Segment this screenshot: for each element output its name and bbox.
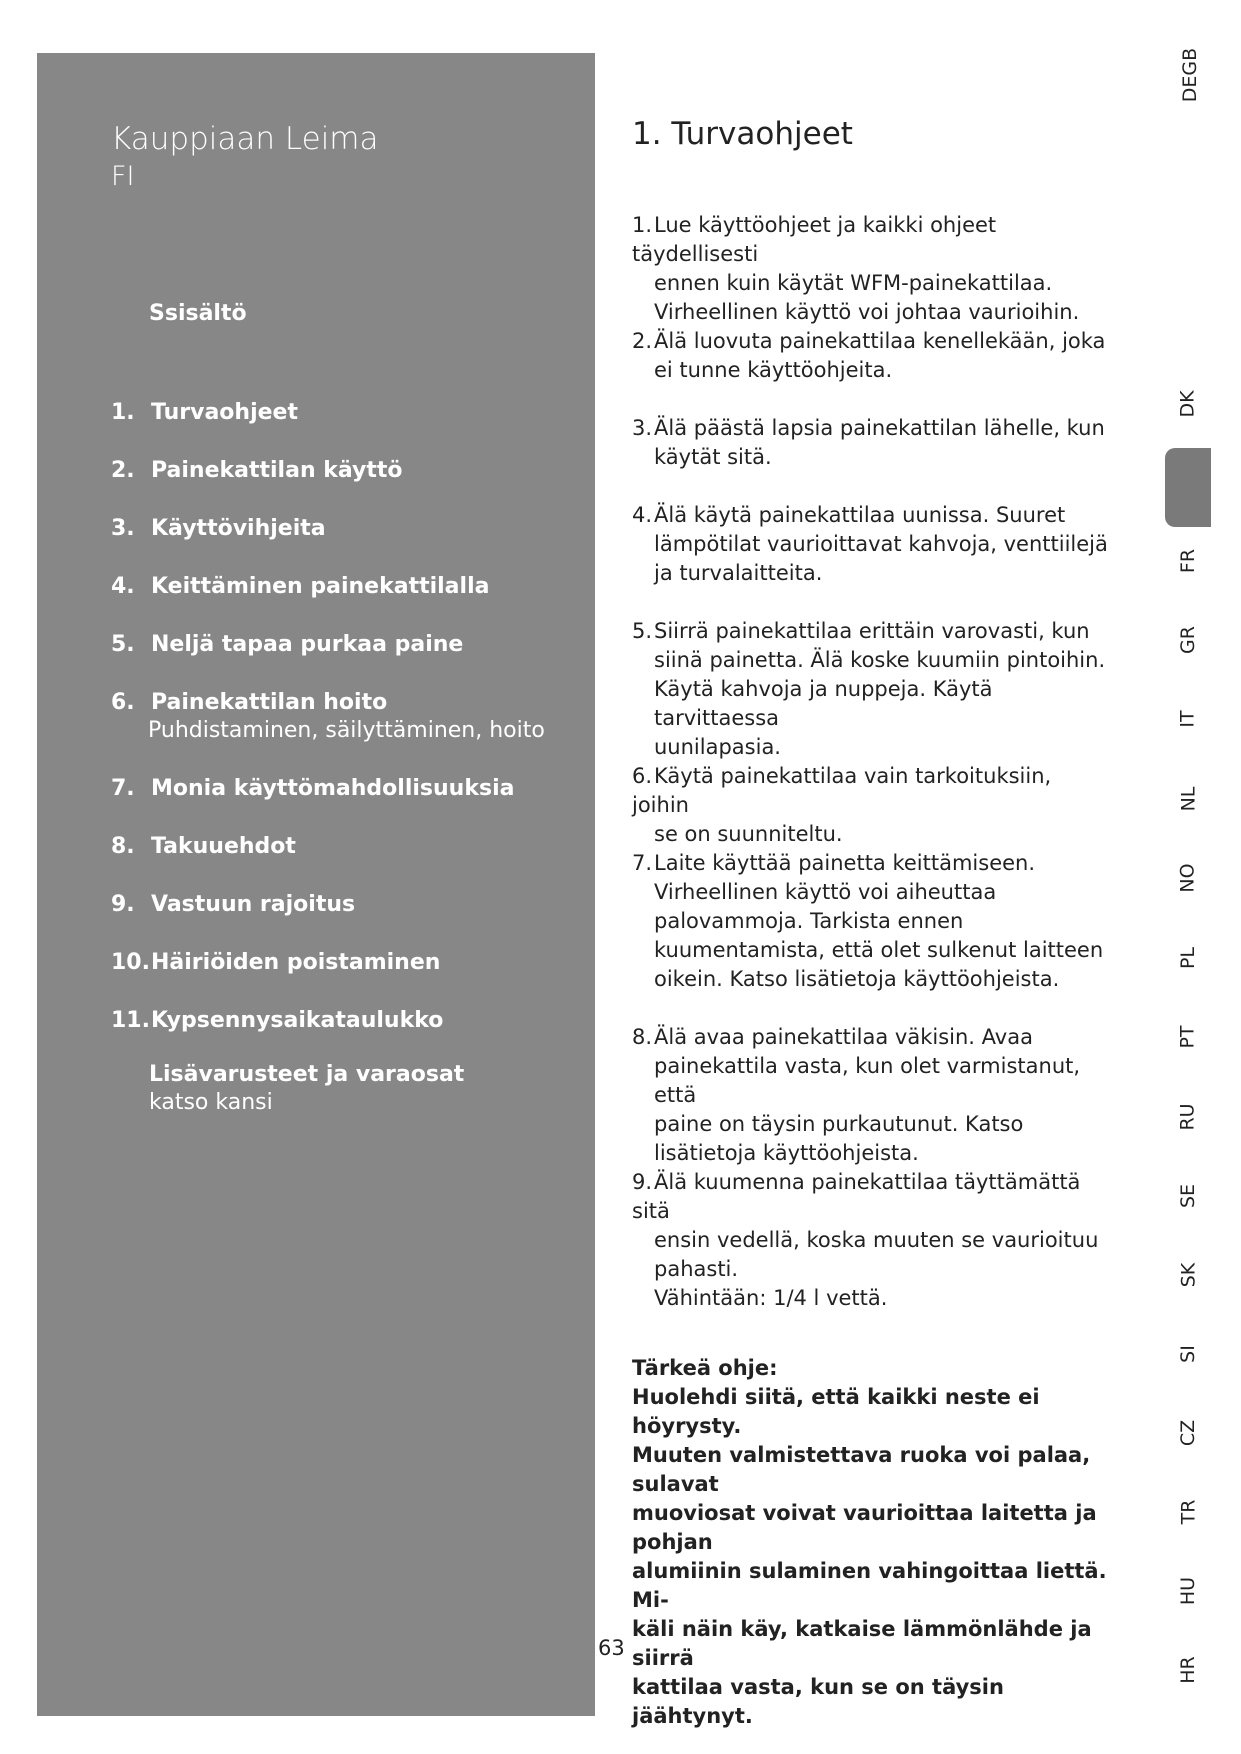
language-tab-hr[interactable] <box>1163 1656 1213 1684</box>
safety-rule-line: lisätietoja käyttöohjeista. <box>654 1141 919 1165</box>
toc-item <box>111 833 296 861</box>
safety-rule-number: 9. <box>632 1170 653 1194</box>
language-tab-nl[interactable] <box>1163 788 1213 810</box>
safety-rule-line: Virheellinen käyttö voi johtaa vaurioihin. <box>654 300 1080 324</box>
safety-rule <box>632 211 1112 327</box>
safety-rule <box>632 849 1112 994</box>
safety-rule-number: 8. <box>632 1025 653 1049</box>
safety-rule-line: oikein. Katso lisätietoja käyttöohjeista. <box>654 967 1060 991</box>
language-tab-label: CZ <box>1176 1419 1199 1447</box>
toc-item-label: Turvaohjeet <box>151 400 298 425</box>
safety-rule-line <box>632 1023 1112 1052</box>
safety-rule-line <box>632 414 1112 443</box>
language-tab-label: DEGB <box>1179 47 1202 103</box>
toc-item-label: Keittäminen painekattilalla <box>151 574 490 599</box>
toc-item-label: Painekattilan hoito <box>151 690 388 715</box>
safety-rule-text: Älä luovuta painekattilaa kenellekään, joka <box>654 329 1106 353</box>
language-tab-label: HR <box>1177 1656 1199 1684</box>
safety-rule <box>632 762 1112 849</box>
safety-rule-line: kuumentamista, että olet sulkenut laitteen <box>654 938 1104 962</box>
language-tabs <box>1163 0 1213 1754</box>
safety-rule-number: 4. <box>632 503 653 527</box>
language-tab-se[interactable] <box>1163 1185 1213 1207</box>
language-tab-label: NO <box>1176 863 1199 893</box>
toc-item-label: Neljä tapaa purkaa paine <box>151 632 464 657</box>
language-tab-label: TR <box>1177 1499 1199 1525</box>
language-tab-label: HU <box>1176 1576 1199 1606</box>
safety-rule-number: 6. <box>632 764 653 788</box>
safety-rule-line: Virheellinen käyttö voi aiheuttaa <box>654 880 997 904</box>
safety-rule <box>632 1023 1112 1168</box>
safety-rule-text: Lue käyttöohjeet ja kaikki ohjeet täydellisesti <box>632 213 997 266</box>
store-stamp-title: Kauppiaan Leima <box>111 121 379 157</box>
language-tab-pt[interactable] <box>1163 1026 1213 1048</box>
toc-item-subtitle: Puhdistaminen, säilyttäminen, hoito <box>148 718 545 743</box>
note-line: kattilaa vasta, kun se on täysin jäähtynyt. <box>632 1675 1004 1728</box>
safety-rule-line: palovammoja. Tarkista ennen <box>654 909 964 933</box>
accessories-sub: katso kansi <box>149 1090 273 1115</box>
toc-item <box>111 515 326 543</box>
safety-rule-line <box>632 1168 1112 1226</box>
safety-rule-text: Laite käyttää painetta keittämiseen. <box>654 851 1036 875</box>
toc-item <box>111 457 403 485</box>
note-line: Huolehdi siitä, että kaikki neste ei höyrysty. <box>632 1385 1040 1438</box>
safety-rule-line: ennen kuin käytät WFM-painekattilaa. <box>654 271 1053 295</box>
safety-rule-line <box>632 617 1112 646</box>
safety-rule-text: Käytä painekattilaa vain tarkoituksiin, joihin <box>632 764 1052 817</box>
safety-rule-number: 7. <box>632 851 653 875</box>
safety-rule-line <box>632 327 1112 356</box>
safety-rule-line: Vähintään: 1/4 l vettä. <box>654 1286 888 1310</box>
language-tab-label: RU <box>1176 1103 1199 1131</box>
safety-rule <box>632 617 1112 762</box>
note-title: Tärkeä ohje: <box>632 1356 778 1380</box>
safety-rule-text: Siirrä painekattilaa erittäin varovasti, kun <box>654 619 1090 643</box>
safety-rule <box>632 414 1112 472</box>
toc-item-number: 3. <box>111 516 135 541</box>
safety-rule-line: ja turvalaitteita. <box>654 561 823 585</box>
language-tab-si[interactable] <box>1163 1343 1213 1365</box>
language-code: FI <box>111 161 135 192</box>
toc-item-number: 11. <box>111 1008 150 1033</box>
safety-rule-line: paine on täysin purkautunut. Katso <box>654 1112 1024 1136</box>
safety-rule-line: ensin vedellä, koska muuten se vaurioituu <box>654 1228 1099 1252</box>
language-tab-cz[interactable] <box>1163 1419 1213 1447</box>
safety-rule-number: 5. <box>632 619 653 643</box>
toc-item <box>111 399 298 427</box>
note-line: käli näin käy, katkaise lämmönlähde ja siirrä <box>632 1617 1092 1670</box>
safety-rule-line <box>632 762 1112 820</box>
safety-rule-line: ei tunne käyttöohjeita. <box>654 358 893 382</box>
page-title: 1. Turvaohjeet <box>632 116 853 152</box>
note-line: muoviosat voivat vaurioittaa laitetta ja pohjan <box>632 1501 1097 1554</box>
toc-item-number: 8. <box>111 834 135 859</box>
toc-item <box>111 775 514 803</box>
toc-item <box>111 1007 443 1035</box>
language-tab-label: SE <box>1176 1183 1199 1209</box>
toc-item-label: Häiriöiden poistaminen <box>151 950 441 975</box>
language-tab-label: IT <box>1177 710 1199 728</box>
toc-item-label: Takuuehdot <box>151 834 296 859</box>
language-tab-no[interactable] <box>1163 863 1213 893</box>
language-tab-ru[interactable] <box>1163 1103 1213 1131</box>
language-tab-label: NL <box>1177 786 1199 812</box>
toc-item-label: Painekattilan käyttö <box>151 458 403 483</box>
language-tab-tr[interactable] <box>1163 1501 1213 1523</box>
toc-item <box>111 689 545 745</box>
language-tab-label: PT <box>1176 1025 1199 1049</box>
toc-item <box>111 891 355 919</box>
safety-rule <box>632 1168 1112 1313</box>
safety-rule-text: Älä käytä painekattilaa uunissa. Suuret <box>654 503 1066 527</box>
language-tab-label: DK <box>1177 390 1199 418</box>
accessories-note <box>149 1061 464 1117</box>
language-tab-label: GR <box>1177 626 1199 654</box>
language-tab-pl[interactable] <box>1163 947 1213 969</box>
important-note <box>632 1354 1118 1731</box>
safety-rule-line: Käytä kahvoja ja nuppeja. Käytä tarvittaessa <box>654 677 993 730</box>
language-tab-label: SK <box>1177 1262 1199 1288</box>
toc-item <box>111 573 489 601</box>
toc-item-label: Monia käyttömahdollisuuksia <box>151 776 515 801</box>
safety-rule-number: 1. <box>632 213 653 237</box>
toc-item-label: Vastuun rajoitus <box>151 892 356 917</box>
language-tab-fr[interactable] <box>1163 550 1213 572</box>
toc-item-number: 10. <box>111 950 150 975</box>
language-tab-label: PL <box>1176 946 1199 970</box>
toc-heading: Ssisältö <box>149 301 247 326</box>
toc-item <box>111 949 440 977</box>
toc-item-number: 7. <box>111 776 135 801</box>
language-tab-it[interactable] <box>1163 708 1213 730</box>
language-tab-sk[interactable] <box>1163 1264 1213 1286</box>
safety-rule-line <box>632 211 1112 269</box>
toc-item-number: 9. <box>111 892 135 917</box>
toc-item-number: 6. <box>111 690 135 715</box>
toc-item-label: Käyttövihjeita <box>151 516 326 541</box>
safety-rule <box>632 327 1112 385</box>
language-tab-label: FR <box>1176 548 1199 574</box>
safety-rule-line: lämpötilat vaurioittavat kahvoja, venttiilejä <box>654 532 1108 556</box>
accessories-title: Lisävarusteet ja varaosat <box>149 1062 465 1087</box>
toc-item-number: 1. <box>111 400 135 425</box>
safety-rule-line <box>632 849 1112 878</box>
page-number: 63 <box>598 1636 625 1660</box>
note-body <box>632 1383 1118 1731</box>
language-tab-dk[interactable] <box>1163 390 1213 418</box>
toc-item-number: 4. <box>111 574 135 599</box>
toc-item-label: Kypsennysaikataulukko <box>151 1008 444 1033</box>
toc-item-number: 5. <box>111 632 135 657</box>
safety-rule-number: 3. <box>632 416 653 440</box>
language-tab-gr[interactable] <box>1163 626 1213 654</box>
safety-rule-line: uunilapasia. <box>654 735 781 759</box>
safety-rule-line: käytät sitä. <box>654 445 772 469</box>
language-tab-label: SI <box>1176 1345 1199 1363</box>
safety-rule-line: se on suunniteltu. <box>654 822 843 846</box>
language-tab-hu[interactable] <box>1163 1576 1213 1606</box>
language-tab-degb[interactable] <box>1163 47 1213 103</box>
note-line: Muuten valmistettava ruoka voi palaa, sulavat <box>632 1443 1091 1496</box>
safety-rule-text: Älä kuumenna painekattilaa täyttämättä sitä <box>632 1170 1081 1223</box>
safety-rule-line: painekattila vasta, kun olet varmistanut, että <box>654 1054 1081 1107</box>
safety-rule-line: pahasti. <box>654 1257 739 1281</box>
safety-rule-line <box>632 501 1112 530</box>
safety-rule-text: Älä avaa painekattilaa väkisin. Avaa <box>654 1025 1033 1049</box>
safety-rule-number: 2. <box>632 329 653 353</box>
toc-item-number: 2. <box>111 458 135 483</box>
note-line: alumiinin sulaminen vahingoittaa liettä. Mi- <box>632 1559 1107 1612</box>
safety-rule-line: siinä painetta. Älä koske kuumiin pintoihin. <box>654 648 1106 672</box>
toc-item <box>111 631 463 659</box>
sidebar-panel <box>37 53 595 1716</box>
safety-rule-text: Älä päästä lapsia painekattilan lähelle, kun <box>654 416 1105 440</box>
safety-rule <box>632 501 1112 588</box>
